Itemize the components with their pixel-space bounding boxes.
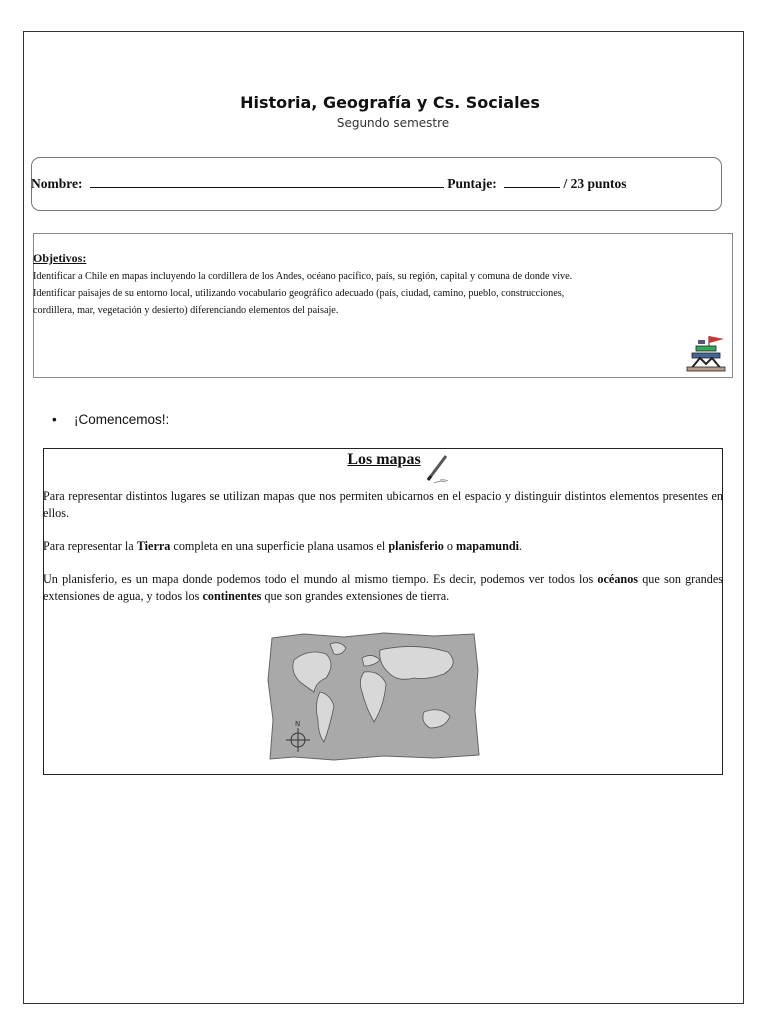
text-run: . (519, 539, 523, 553)
name-label: Nombre: (31, 176, 83, 191)
bullet-text: ¡Comencemos!: (74, 412, 170, 427)
maps-heading: Los mapas (347, 451, 421, 468)
tower-flag-icon (684, 334, 730, 372)
bullet-item (52, 412, 169, 427)
text-run: o (443, 539, 457, 553)
pencil-icon (424, 450, 450, 484)
paragraph-planisferio (43, 538, 723, 555)
term-mapamundi: mapamundi (456, 539, 520, 553)
page-subtitle: Segundo semestre (336, 116, 450, 130)
world-map-image (264, 630, 480, 762)
paragraph-oceans-continents (43, 571, 723, 605)
objective-line: Identificar paisajes de su entorno local, utilizando vocabulario geográfico adecuado (país, ciudad, camino, pueblo, construcciones, (33, 288, 565, 299)
compass-north-label: N (295, 720, 301, 728)
page-title: Historia, Geografía y Cs. Sociales (240, 93, 540, 112)
text-run: que son grandes extensiones de agua, y todos los (43, 572, 723, 603)
term-oceanos: océanos (597, 572, 639, 586)
objective-line: cordillera, mar, vegetación y desierto) diferenciando elementos del paisaje. (33, 305, 339, 316)
objectives-title: Objetivos: (33, 251, 87, 265)
text-run: completa en una superficie plana usamos el (170, 539, 389, 553)
score-suffix: / 23 puntos (563, 176, 627, 191)
text-run: Para representar la (43, 539, 137, 553)
name-field[interactable] (90, 175, 444, 188)
term-continentes: continentes (202, 589, 262, 603)
student-info-row (31, 175, 627, 192)
paragraph-maps-intro: Para representar distintos lugares se utilizan mapas que nos permiten ubicarnos en el espacio y distinguir distintos elementos presentes en ellos. (43, 489, 723, 520)
objective-line: Identificar a Chile en mapas incluyendo la cordillera de los Andes, océano pacífico, país, su región, capital y comuna de donde vive. (33, 271, 573, 282)
text-run: que son grandes extensiones de tierra. (261, 589, 450, 603)
objectives-text (33, 268, 723, 319)
text-run: Un planisferio, es un mapa donde podemos todo el mundo al mismo tiempo. Es decir, podemos ver todos los (43, 572, 598, 586)
bullet-dot: • (52, 412, 57, 427)
term-tierra: Tierra (136, 539, 171, 553)
score-label: Puntaje: (447, 176, 497, 191)
term-planisferio: planisferio (388, 539, 444, 553)
score-field[interactable] (504, 175, 560, 188)
